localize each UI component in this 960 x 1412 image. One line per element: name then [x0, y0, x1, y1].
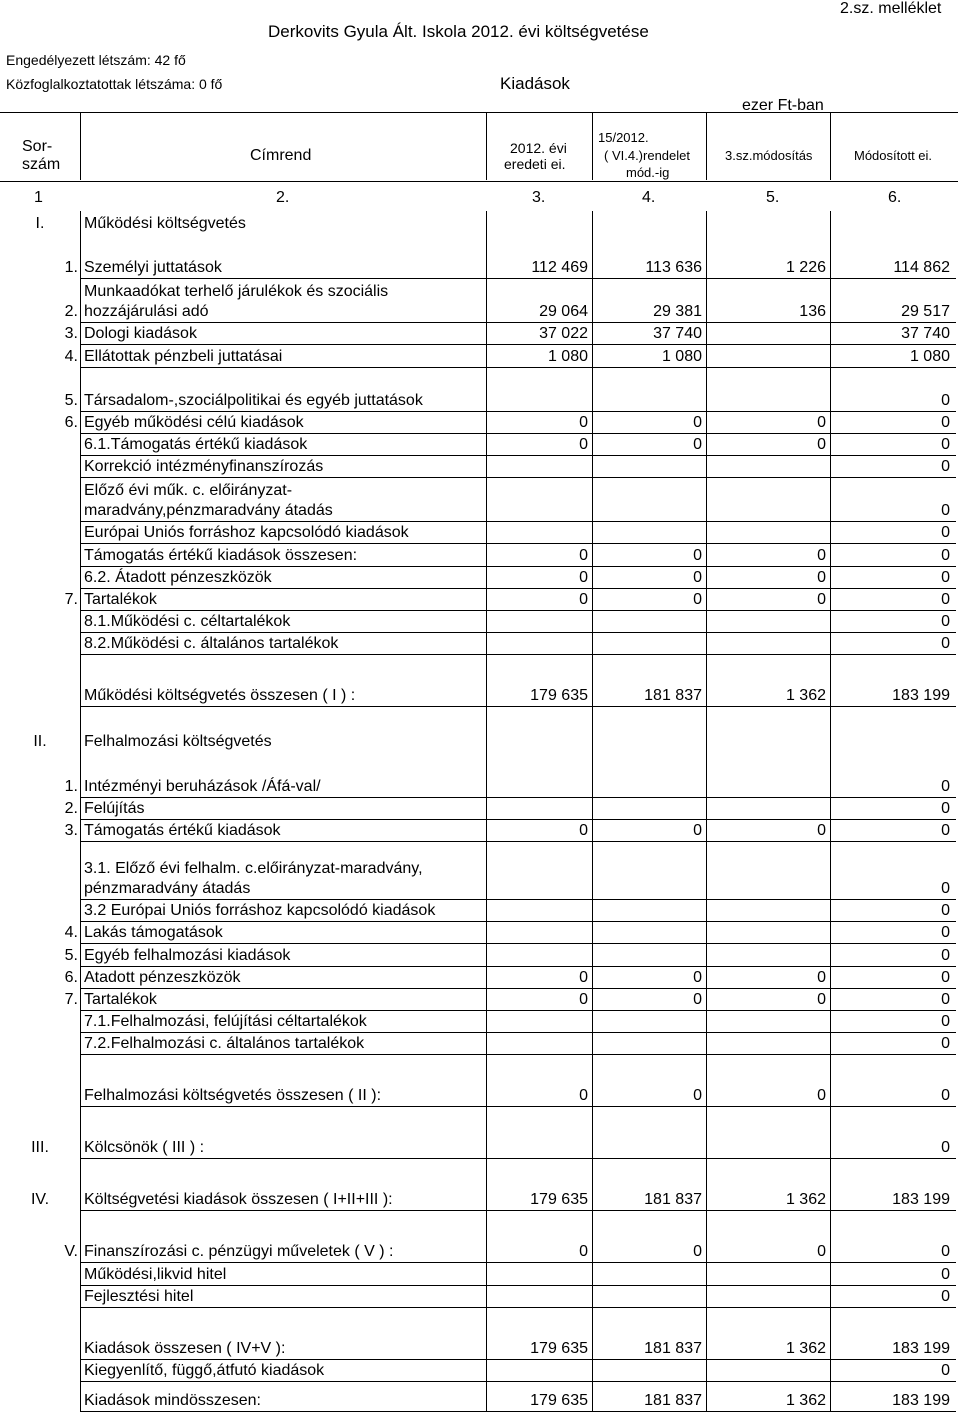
col-rendelet-3: mód.-ig — [626, 165, 670, 180]
table-row — [0, 1181, 960, 1211]
value-rendelet: 181 837 — [644, 1392, 702, 1409]
table-row — [0, 1233, 960, 1263]
value-modositott: 0 — [941, 1035, 950, 1053]
row-label: 6.1.Támogatás értékű kiadások — [84, 435, 308, 453]
value-modositott: 0 — [941, 435, 950, 453]
value-modositas: 0 — [817, 990, 826, 1008]
value-modositott: 0 — [941, 821, 950, 839]
value-rendelet: 1 080 — [661, 347, 702, 365]
row-number: 5. — [64, 946, 78, 964]
table-row — [0, 589, 960, 611]
table-row — [0, 567, 960, 589]
table-row — [0, 753, 960, 775]
value-modositott: 0 — [941, 613, 950, 631]
value-modositott: 0 — [941, 924, 950, 942]
row-label: Dologi kiadások — [84, 325, 197, 343]
value-modositott: 0 — [941, 413, 950, 431]
row-label: Kiegyenlítő, függő,átfutó kiadások — [84, 1361, 325, 1379]
value-modositott: 0 — [941, 1265, 950, 1283]
col-eredeti-2: eredeti ei. — [504, 156, 566, 172]
value-modositas: 1 226 — [785, 259, 826, 277]
value-rendelet: 0 — [693, 546, 702, 564]
table-row — [0, 798, 960, 820]
value-modositas: 1 362 — [785, 1339, 826, 1357]
row-number: 3. — [64, 821, 78, 839]
value-eredeti: 179 635 — [530, 687, 588, 705]
table-row — [0, 1330, 960, 1360]
row-label: Fejlesztési hitel — [84, 1287, 194, 1305]
table-row — [0, 820, 960, 842]
value-modositott: 0 — [941, 880, 950, 897]
row-label: Működési költségvetés összesen ( I ) : — [84, 687, 356, 705]
row-label: Kiadások mindösszesen: — [84, 1392, 261, 1409]
value-eredeti: 179 635 — [530, 1191, 588, 1209]
row-number: 2. — [64, 303, 78, 321]
value-modositas: 1 362 — [785, 1191, 826, 1209]
table-row — [0, 633, 960, 655]
row-number: II. — [33, 733, 47, 751]
value-rendelet: 0 — [693, 968, 702, 986]
row-label: 8.1.Működési c. céltartalékok — [84, 613, 291, 631]
value-modositott: 1 080 — [909, 347, 950, 365]
value-modositott: 0 — [941, 968, 950, 986]
table-row — [0, 544, 960, 566]
value-rendelet: 113 636 — [645, 259, 702, 277]
row-label: Lakás támogatások — [84, 924, 223, 942]
table-row — [0, 1033, 960, 1055]
value-modositott: 0 — [941, 902, 950, 920]
row-number: 6. — [64, 968, 78, 986]
row-label: Költségvetési kiadások összesen ( I+II+III ): — [84, 1191, 393, 1209]
row-number: V. — [64, 1243, 78, 1261]
row-label: 3.1. Előző évi felhalm. c.előirányzat-maradvány, pénzmaradvány átadás — [84, 860, 423, 897]
table-row — [0, 368, 960, 412]
row-number: III. — [31, 1139, 49, 1157]
value-modositott: 0 — [941, 1087, 950, 1105]
row-label: Egyéb működési célú kiadások — [84, 413, 304, 431]
value-eredeti: 37 022 — [539, 325, 588, 343]
value-rendelet: 0 — [693, 413, 702, 431]
value-modositott: 0 — [941, 391, 950, 409]
unit-label: ezer Ft-ban — [742, 97, 824, 114]
table-row — [0, 456, 960, 478]
value-modositas: 1 362 — [785, 687, 826, 705]
value-modositott: 0 — [941, 1013, 950, 1031]
row-label: Tartalékok — [84, 990, 157, 1008]
value-modositas: 0 — [817, 435, 826, 453]
row-label: 6.2. Átadott pénzeszközök — [84, 568, 272, 586]
table-row — [0, 345, 960, 367]
value-rendelet: 0 — [693, 1087, 702, 1105]
value-rendelet: 37 740 — [653, 325, 702, 343]
row-label: Felhalmozási költségvetés — [84, 733, 272, 751]
value-modositas: 0 — [817, 546, 826, 564]
row-label: Felhalmozási költségvetés összesen ( II ): — [84, 1087, 382, 1105]
table-row — [0, 257, 960, 279]
value-eredeti: 0 — [579, 590, 588, 608]
num-5: 5. — [766, 189, 780, 206]
col-rendelet-1: 15/2012. — [598, 130, 649, 145]
value-modositas: 0 — [817, 413, 826, 431]
value-rendelet: 0 — [693, 821, 702, 839]
table-row — [0, 1360, 960, 1382]
value-rendelet: 181 837 — [644, 687, 702, 705]
value-modositott: 183 199 — [892, 1191, 950, 1209]
row-number: 4. — [64, 347, 78, 365]
value-rendelet: 0 — [693, 568, 702, 586]
value-modositott: 0 — [941, 1139, 950, 1157]
value-modositott: 0 — [941, 1361, 950, 1379]
value-modositas: 0 — [817, 968, 826, 986]
col-sorszam-2: szám — [22, 156, 61, 173]
value-modositas: 136 — [799, 303, 826, 321]
table-row — [0, 677, 960, 707]
row-label: Korrekció intézményfinanszírozás — [84, 458, 324, 476]
row-label: 7.1.Felhalmozási, felújítási céltartalékok — [84, 1013, 367, 1031]
value-modositott: 0 — [941, 568, 950, 586]
value-rendelet: 181 837 — [644, 1191, 702, 1209]
table-row — [0, 412, 960, 434]
row-label: 7.2.Felhalmozási c. általános tartalékok — [84, 1035, 365, 1053]
row-label: Ellátottak pénzbeli juttatásai — [84, 347, 283, 365]
value-rendelet: 0 — [693, 990, 702, 1008]
value-rendelet: 181 837 — [644, 1339, 702, 1357]
value-modositott: 183 199 — [892, 1392, 950, 1409]
value-modositott: 0 — [941, 502, 950, 520]
value-modositott: 0 — [941, 458, 950, 476]
row-label: Tartalékok — [84, 590, 157, 608]
num-1: 1 — [34, 189, 43, 206]
value-modositas: 0 — [817, 821, 826, 839]
value-modositas: 0 — [817, 1087, 826, 1105]
value-modositott: 0 — [941, 1287, 950, 1305]
table-row — [0, 1077, 960, 1107]
table-row — [0, 1382, 960, 1412]
value-modositas: 1 362 — [785, 1392, 826, 1409]
table-row — [0, 729, 960, 753]
row-label: Kölcsönök ( III ) : — [84, 1139, 205, 1157]
row-label: Egyéb felhalmozási kiadások — [84, 946, 291, 964]
row-label: 3.2 Európai Uniós forráshoz kapcsolódó kiadások — [84, 902, 436, 920]
value-eredeti: 0 — [579, 968, 588, 986]
table-row — [0, 989, 960, 1011]
public-workers-label: Közfoglalkoztatottak létszáma: 0 fő — [6, 76, 223, 92]
col-modositas: 3.sz.módosítás — [725, 148, 813, 163]
row-label: Intézményi beruházások /Áfá-val/ — [84, 777, 321, 795]
row-label: Személyi juttatások — [84, 259, 222, 277]
row-number: 4. — [64, 924, 78, 942]
num-3: 3. — [532, 189, 546, 206]
value-rendelet: 0 — [693, 590, 702, 608]
value-modositott: 0 — [941, 1243, 950, 1261]
value-rendelet: 0 — [693, 435, 702, 453]
row-label: Támogatás értékű kiadások — [84, 821, 281, 839]
table-row — [0, 279, 960, 323]
value-modositas: 0 — [817, 590, 826, 608]
table-row — [0, 1308, 960, 1330]
row-label: Kiadások összesen ( IV+V ): — [84, 1339, 286, 1357]
row-number: 2. — [64, 799, 78, 817]
table-row — [0, 323, 960, 345]
value-rendelet: 0 — [693, 1243, 702, 1261]
col-cimrend: Címrend — [250, 147, 312, 164]
num-2: 2. — [276, 189, 290, 206]
column-header — [0, 112, 958, 182]
document-subtitle: Kiadások — [500, 74, 570, 93]
value-modositott: 0 — [941, 546, 950, 564]
value-eredeti: 29 064 — [539, 303, 588, 321]
row-number: I. — [35, 215, 45, 232]
row-label: Munkaadókat terhelő járulékok és szociális hozzájárulási adó — [84, 283, 389, 321]
value-eredeti: 0 — [579, 435, 588, 453]
table-row — [0, 775, 960, 797]
table-row — [0, 655, 960, 677]
value-modositott: 0 — [941, 799, 950, 817]
row-number: 1. — [64, 259, 78, 277]
row-label: Társadalom-,szociálpolitikai és egyéb juttatások — [84, 391, 423, 409]
value-modositott: 0 — [941, 524, 950, 542]
table-row — [0, 967, 960, 989]
table-row — [0, 522, 960, 544]
row-number: 7. — [64, 990, 78, 1008]
row-label: Európai Uniós forráshoz kapcsolódó kiadások — [84, 524, 409, 542]
row-label: Működési,likvid hitel — [84, 1265, 227, 1283]
value-eredeti: 0 — [579, 1243, 588, 1261]
value-modositott: 29 517 — [901, 303, 950, 321]
value-modositas: 0 — [817, 568, 826, 586]
table-row — [0, 922, 960, 944]
row-number: 1. — [64, 777, 78, 795]
row-number: IV. — [30, 1191, 50, 1209]
col-rendelet-2: ( VI.4.)rendelet — [604, 148, 690, 163]
table-row — [0, 707, 960, 729]
value-eredeti: 0 — [579, 546, 588, 564]
table-row — [0, 478, 960, 522]
table-row — [0, 900, 960, 922]
row-number: 3. — [64, 325, 78, 343]
value-modositott: 0 — [941, 635, 950, 653]
table-row — [0, 611, 960, 633]
value-eredeti: 179 635 — [530, 1392, 588, 1409]
value-eredeti: 0 — [579, 1087, 588, 1105]
table-row — [0, 1159, 960, 1181]
value-rendelet: 29 381 — [653, 303, 702, 321]
table-row — [0, 1263, 960, 1285]
staff-count-label: Engedélyezett létszám: 42 fő — [6, 52, 186, 68]
table-row — [0, 1107, 960, 1129]
row-number: 6. — [64, 413, 78, 431]
value-eredeti: 1 080 — [547, 347, 588, 365]
table-row — [0, 434, 960, 456]
row-label: Előző évi műk. c. előirányzat-maradvány,pénzmaradvány átadás — [84, 482, 333, 520]
row-label: Finanszírozási c. pénzügyi műveletek ( V ) : — [84, 1243, 394, 1261]
value-modositott: 0 — [941, 990, 950, 1008]
value-eredeti: 179 635 — [530, 1339, 588, 1357]
num-4: 4. — [642, 189, 656, 206]
value-eredeti: 112 469 — [531, 259, 588, 277]
value-eredeti: 0 — [579, 821, 588, 839]
row-number: 7. — [64, 590, 78, 608]
document-title: Derkovits Gyula Ált. Iskola 2012. évi költségvetése — [268, 22, 649, 41]
table-row — [0, 944, 960, 966]
row-label: Felújítás — [84, 799, 145, 817]
row-label: Atadott pénzeszközök — [84, 968, 241, 986]
value-modositott: 37 740 — [901, 325, 950, 343]
col-sorszam-1: Sor- — [22, 138, 53, 155]
value-modositott: 114 862 — [893, 259, 950, 277]
table-row — [0, 1011, 960, 1033]
value-eredeti: 0 — [579, 568, 588, 586]
table-row — [0, 211, 960, 235]
table-row — [0, 1055, 960, 1077]
table-row — [0, 1129, 960, 1159]
col-modositott: Módosított ei. — [854, 148, 933, 163]
row-label: 8.2.Működési c. általános tartalékok — [84, 635, 339, 653]
value-modositas: 0 — [817, 1243, 826, 1261]
table-row — [0, 1286, 960, 1308]
col-eredeti-1: 2012. évi — [510, 140, 567, 156]
num-6: 6. — [888, 189, 902, 206]
row-label: Támogatás értékű kiadások összesen: — [84, 546, 358, 564]
annex-label: 2.sz. melléklet — [840, 0, 942, 17]
value-modositott: 0 — [941, 777, 950, 795]
value-modositott: 183 199 — [892, 687, 950, 705]
value-eredeti: 0 — [579, 413, 588, 431]
value-modositott: 183 199 — [892, 1339, 950, 1357]
row-number: 5. — [64, 391, 78, 409]
table-row — [0, 1211, 960, 1233]
table-row — [0, 842, 960, 900]
value-eredeti: 0 — [579, 990, 588, 1008]
value-modositott: 0 — [941, 946, 950, 964]
row-label: Működési költségvetés — [84, 215, 246, 232]
table-row — [0, 235, 960, 257]
value-modositott: 0 — [941, 590, 950, 608]
